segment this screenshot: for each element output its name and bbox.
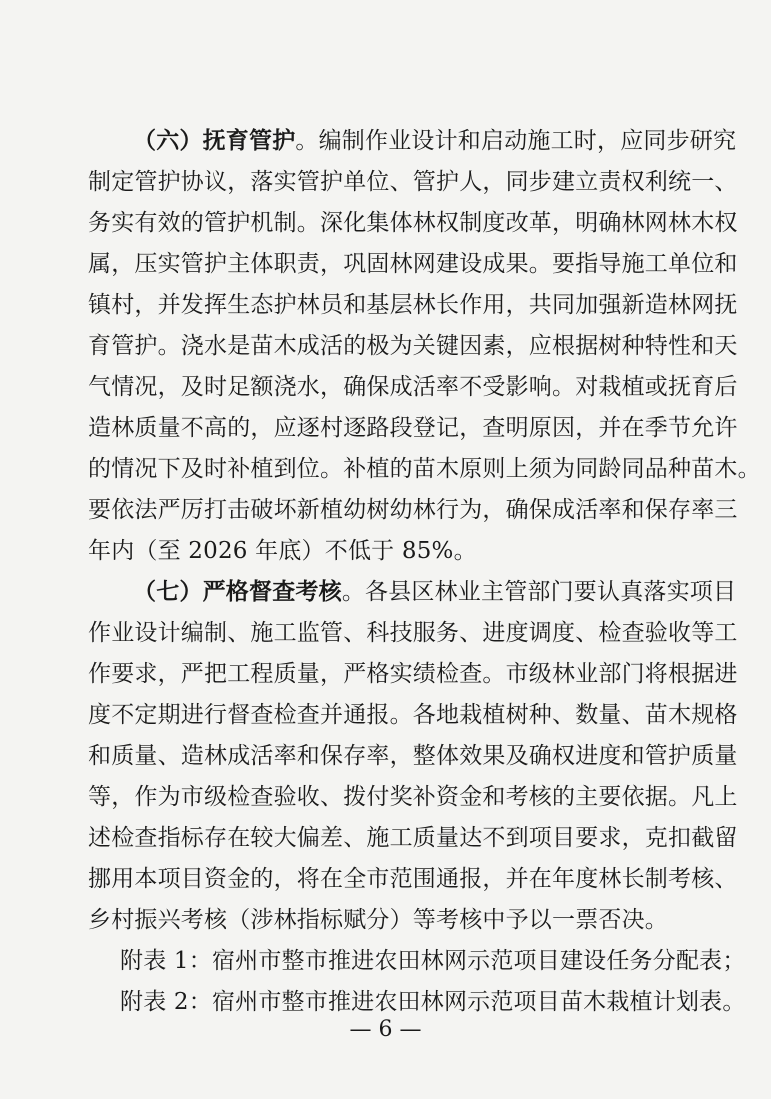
section6-line-4: 镇村，并发挥生态护林员和基层林长作用，共同加强新造林网抚 xyxy=(88,292,738,318)
section6-line-6: 气情况，及时足额浇水，确保成活率不受影响。对栽植或抚育后 xyxy=(88,374,738,400)
section6-line-10: 年内（至 2026 年底）不低于 85%。 xyxy=(88,538,477,564)
section7-line-8: 乡村振兴考核（涉林指标赋分）等考核中予以一票否决。 xyxy=(88,907,668,933)
section6-first-line xyxy=(133,126,736,156)
section7-first-line xyxy=(133,577,736,607)
section6-line-8: 的情况下及时补植到位。补植的苗木原则上须为同龄同品种苗木。 xyxy=(88,456,761,482)
section7-heading: （七）严格督查考核 xyxy=(133,578,342,605)
section7-line-7: 挪用本项目资金的，将在全市范围通报，并在年度林长制考核、 xyxy=(88,866,738,892)
section7-line-4: 和质量、造林成活率和保存率，整体效果及确权进度和管护质量 xyxy=(88,743,738,769)
section6-heading: （六）抚育管护 xyxy=(133,127,296,154)
section6-line-9: 要依法严厉打击破坏新植幼树幼林行为，确保成活率和保存率三 xyxy=(88,497,738,523)
section7-line-2: 作要求，严把工程质量，严格实绩检查。市级林业部门将根据进 xyxy=(88,661,738,687)
section6-line-1: 制定管护协议，落实管护单位、管护人，同步建立责权利统一、 xyxy=(88,169,738,195)
attachment-1: 附表 1：宿州市整市推进农田林网示范项目建设任务分配表； xyxy=(120,948,746,974)
section7-line-5: 等，作为市级检查验收、拨付奖补资金和考核的主要依据。凡上 xyxy=(88,784,738,810)
section6-line-7: 造林质量不高的，应逐村逐路段登记，查明原因，并在季节允许 xyxy=(88,415,738,441)
section6-line-5: 育管护。浇水是苗木成活的极为关键因素，应根据树种特性和天 xyxy=(88,333,738,359)
section7-line-3: 度不定期进行督查检查并通报。各地栽植树种、数量、苗木规格 xyxy=(88,702,738,728)
section7-line-6: 述检查指标存在较大偏差、施工质量达不到项目要求，克扣截留 xyxy=(88,825,738,851)
section6-line-0: 。编制作业设计和启动施工时，应同步研究 xyxy=(295,128,737,154)
section6-line-2: 务实有效的管护机制。深化集体林权制度改革，明确林网林木权 xyxy=(88,210,738,236)
section7-line-1: 作业设计编制、施工监管、科技服务、进度调度、检查验收等工 xyxy=(88,620,738,646)
section7-line-0: 。各县区林业主管部门要认真落实项目 xyxy=(341,579,737,605)
section6-line-3: 属，压实管护主体职责，巩固林网建设成果。要指导施工单位和 xyxy=(88,251,738,277)
page-number: — 6 — xyxy=(349,1017,422,1042)
attachment-2: 附表 2：宿州市整市推进农田林网示范项目苗木栽植计划表。 xyxy=(120,989,746,1015)
